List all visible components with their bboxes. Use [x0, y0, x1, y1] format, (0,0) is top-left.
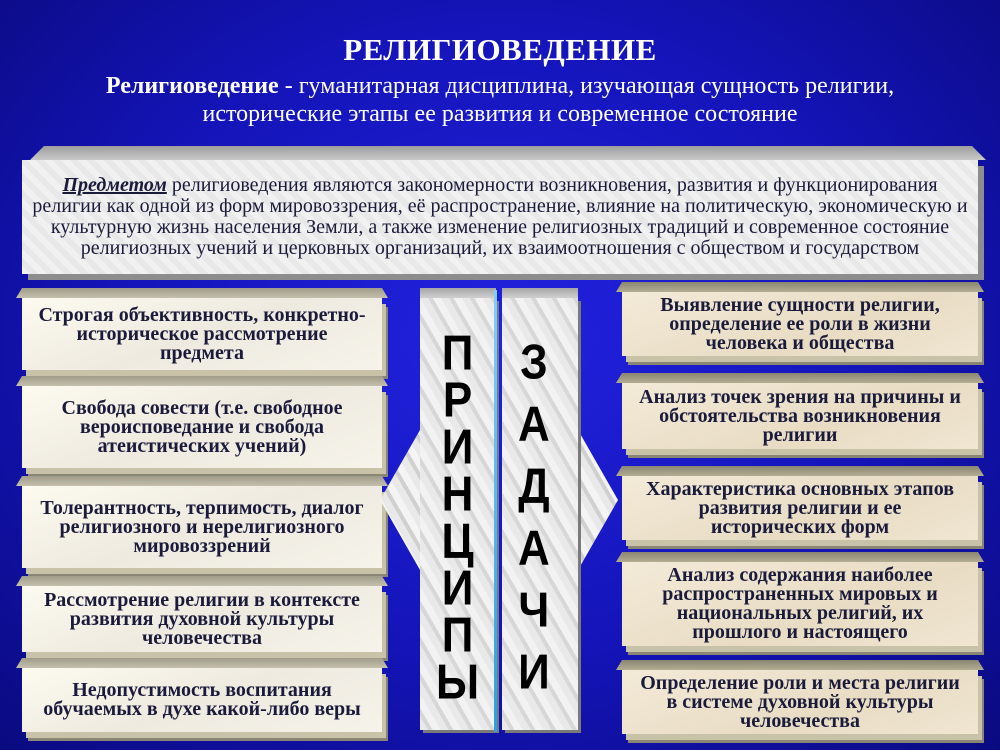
task-text: Характеристика основных этапов развития религии и ее исторических форм	[646, 477, 954, 538]
box-bevel	[616, 373, 984, 383]
principles-letter: И	[441, 420, 474, 475]
definition-line1: - гуманитарная дисциплина, изучающая сущность религии,	[278, 73, 895, 99]
task-text: Анализ содержания наиболее распространенных мировых и национальных религий, их прошлого и настоящего	[662, 564, 938, 643]
subject-lead: Предметом	[62, 174, 167, 196]
principles-letter: Р	[442, 373, 473, 428]
page-title: РЕЛИГИОВЕДЕНИЕ	[343, 32, 657, 67]
definition-term: Религиоведение	[105, 73, 279, 99]
tasks-letter: Ч	[518, 583, 550, 638]
column-cap	[502, 288, 578, 298]
principle-text: Рассмотрение религии в контексте развития духовной культуры человечества	[44, 588, 360, 649]
box-bevel	[16, 658, 388, 668]
principle-box	[22, 386, 382, 468]
principles-letter: П	[441, 326, 474, 381]
principle-text: Толерантность, терпимость, диалог религиозного и нерелигиозного мировоззрений	[40, 496, 364, 557]
box-bevel	[16, 476, 388, 486]
principle-box	[22, 668, 382, 732]
task-text: Выявление сущности религии, определение ее роли в жизни человека и общества	[660, 293, 940, 354]
box-bevel	[616, 552, 984, 562]
principles-letter: И	[441, 561, 474, 616]
task-box	[622, 476, 978, 540]
task-box	[622, 562, 978, 646]
task-text: Анализ точек зрения на причины и обстоятельства возникновения религии	[639, 385, 961, 446]
tasks-letter: А	[518, 521, 550, 576]
box-bevel	[16, 288, 388, 298]
principles-letter: П	[441, 608, 474, 663]
task-text: Определение роли и места религии в системе духовной культуры человечества	[640, 671, 960, 732]
principles-letter: Н	[441, 467, 474, 522]
definition-line2: исторические этапы ее развития и современное состояние	[202, 101, 798, 127]
principle-text: Свобода совести (т.е. свободное вероисповедание и свобода атеистических учений)	[61, 396, 343, 457]
box-bevel	[16, 576, 388, 586]
subject-text: религиоведения являются закономерности возникновения, развития и функционирования религии как одной из форм мировоззрения, её распространение, влияние на политическую, экономическую и культурную жизнь населения Земли, а также изменение религиозных традиций и современное состояние религиозных учений и церковных организаций, их взаимоотношения с обществом и государством	[32, 174, 968, 259]
principle-box	[22, 298, 382, 370]
task-box	[622, 383, 978, 449]
tasks-letter: А	[518, 397, 550, 452]
box-bevel	[616, 466, 984, 476]
principle-text: Недопустимость воспитания обучаемых в духе какой-либо веры	[43, 679, 361, 720]
task-box	[622, 292, 978, 356]
principles-vertical-label	[436, 326, 480, 710]
tasks-letter: З	[520, 335, 548, 390]
tasks-vertical-label	[518, 332, 550, 704]
principles-letter: Ц	[441, 514, 474, 569]
box-bevel	[16, 376, 388, 386]
subject-block-bevel	[30, 146, 986, 160]
task-box	[622, 670, 978, 734]
subject-block	[22, 160, 978, 274]
box-bevel	[616, 282, 984, 292]
principle-box	[22, 586, 382, 652]
tasks-letter: Д	[518, 459, 550, 514]
box-bevel	[616, 660, 984, 670]
principles-letter: Ы	[436, 655, 480, 710]
principle-text: Строгая объективность, конкретно-историческое рассмотрение предмета	[38, 303, 366, 364]
principle-box	[22, 486, 382, 568]
definition	[20, 72, 980, 128]
tasks-letter: И	[518, 645, 550, 700]
column-divider	[494, 290, 497, 732]
column-cap	[420, 288, 496, 298]
